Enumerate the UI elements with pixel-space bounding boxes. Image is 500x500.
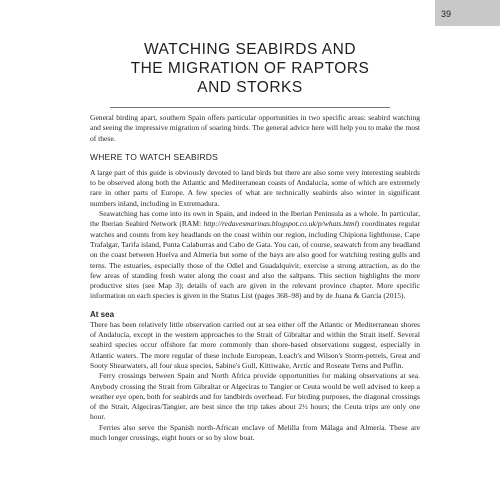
page-number: 39 (441, 9, 452, 19)
chapter-title-line-2: THE MIGRATION OF RAPTORS (130, 60, 370, 77)
paragraph-seawatching (90, 209, 420, 302)
paragraph: There has been relatively little observation carried out at sea either off the Atlantic or Mediterranean shores of Andalucía, except in the western approaches to the Strait of Gibraltar and within the Strait itself. Several seabird species occur offshore far more commonly than shore-based observations suggest, especially in Atlantic waters. The more regular of these include European, Leach's and Wilson's Storm-petrels, Great and Sooty Shearwaters, all four skua species, Sabine's Gull, Kittiwake, Arctic and Roseate Terns and Puffin. (90, 319, 420, 370)
body-text (90, 111, 420, 443)
chapter-title-line-1: WATCHING SEABIRDS AND (143, 41, 357, 58)
paragraph: Ferry crossings between Spain and North Africa provide opportunities for making observations at sea. Anybody crossing the Strait from Gibraltar or Algeciras to Tangier or Ceuta would be well advised to keep a weather eye open, both for seabirds and for landbirds overhead. For birding purposes, the diagonal crossings of the Strait, Algeciras/Tangier, are best since the trip takes about 2½ hours; the Ceuta trips are only one hour. (90, 371, 420, 422)
subsection-heading-at-sea: At sea (90, 309, 115, 319)
paragraph: Ferries also serve the Spanish north-African enclave of Melilla from Málaga and Almería. These are much longer crossings, eight hours or so by slow boat. (90, 422, 420, 443)
intro-paragraph: General birding apart, southern Spain offers particular opportunities in two specific areas: seabird watching and seeing the impressive migration of soaring birds. The general advice here will help you to make the most of these. (90, 113, 420, 143)
paragraph: A large part of this guide is obviously devoted to land birds but there are also some very interesting seabirds to be observed along both the Atlantic and Mediterranean coasts of Andalucía, some of which are extremely rare in other parts of Europe. A few species of what are technically seabirds also winter in significant numbers inland, including in Extremadura. (90, 167, 420, 208)
paragraph-text: ) coordinates regular watches and counts from key headlands on the coast within our region, including Chipiona lighthouse, Cape Trafalgar, Tarifa island, Punta Calaburras and Cabo de Gata. You can, of course, seawatch from any headland on the coast between Huelva and Almería but some of the bays are also good for watching resting gulls and terns. The estuaries, especially those of the Odiel and Guadalquivir, exercise a strong attraction, as do the few areas of standing fresh water along the coast and also the saltpans. This section highlights the more productive sites (see Map 3); details of each are given in the relevant province chapter. More specific information on each species is given in the Status List (pages 368–98) and by de Juana & García (2015). (90, 219, 420, 301)
chapter-title (90, 40, 410, 97)
chapter-title-line-3: AND STORKS (197, 79, 303, 96)
page-number-tab (435, 0, 500, 26)
title-divider (110, 107, 390, 108)
url-link[interactable]: http://redavesmarinas.blogspot.co.uk/p/whats.html (203, 219, 357, 229)
paragraph-text: Seawatching has come into its own in Spain, and indeed in the Iberian Peninsula as a whole. In particular, the Iberian Seabird Network (RAM: (90, 209, 420, 229)
section-heading-where-to-watch: WHERE TO WATCH SEABIRDS (90, 151, 219, 162)
